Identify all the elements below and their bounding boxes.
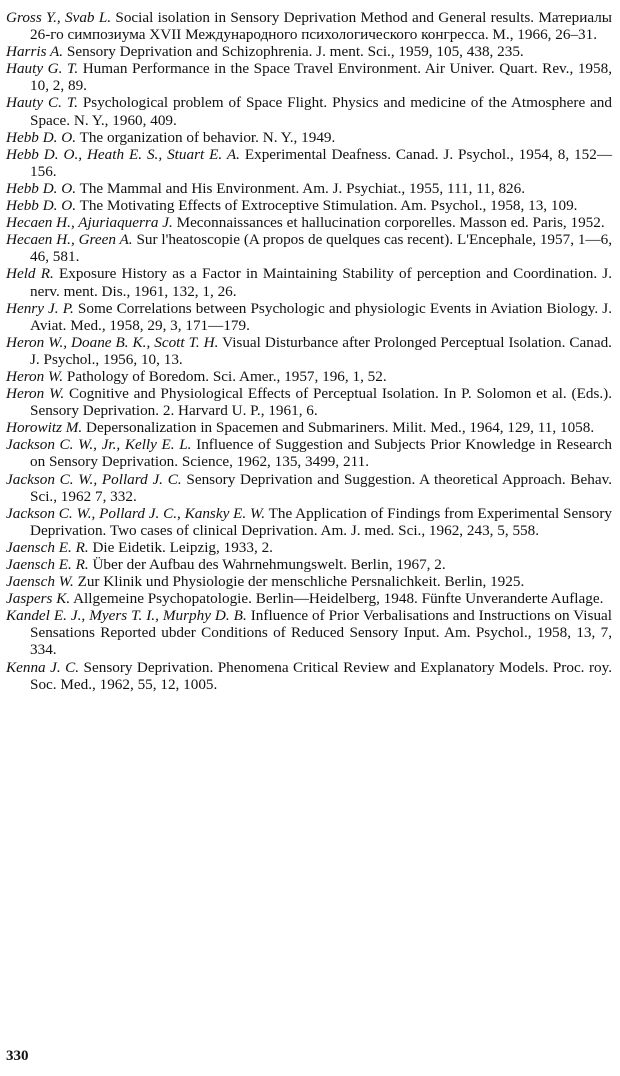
reference-text: Meconnaissances et hallucination corporelles. Masson ed. Paris, 1952. [176,214,605,232]
page-number: 330 [6,1048,29,1064]
reference-text: Depersonalization in Spacemen and Submariners. Milit. Med., 1964, 129, 11, 1058. [86,419,595,437]
reference-entry [6,9,612,43]
reference-list [6,9,612,693]
reference-text: Visual Disturbance after Prolonged Perceptual Isolation. Canad. J. Psychol., 1956, 10, 13. [30,333,612,368]
reference-text: The organization of behavior. N. Y., 1949. [79,128,336,146]
reference-text: The Motivating Effects of Extroceptive Stimulation. Am. Psychol., 1958, 13, 109. [79,197,578,215]
reference-text: Zur Klinik und Physiologie der menschliche Persnalichkeit. Berlin, 1925. [77,573,525,591]
reference-text: Die Eidetik. Leipzig, 1933, 2. [92,538,273,556]
reference-entry [6,300,612,334]
reference-authors: Horowitz M. [6,419,83,437]
reference-entry [6,419,612,436]
reference-authors: Hecaen H., Green A. [6,231,133,249]
reference-text: Psychological problem of Space Flight. Physics and medicine of the Atmosphere and Space. N. Y., 1960, 409. [30,94,612,129]
reference-text: The Mammal and His Environment. Am. J. Psychiat., 1955, 111, 11, 826. [79,179,526,197]
reference-entry [6,265,612,299]
reference-entry [6,607,612,658]
reference-authors: Hebb D. O. [6,197,77,215]
reference-authors: Hauty G. T. [6,60,79,78]
reference-authors: Henry J. P. [6,299,74,317]
reference-text: Allgemeine Psychopatologie. Berlin—Heidelberg, 1948. Fünfte Unveranderte Auflage. [73,590,604,608]
reference-text: Social isolation in Sensory Deprivation Method and General results. Материалы 26-го симпозиума XVII Международного психологического конгресса. М., 1966, 26–31. [30,9,613,44]
reference-text: Über der Aufbau des Wahrnehmungswelt. Berlin, 1967, 2. [92,556,446,573]
reference-text: Pathology of Boredom. Sci. Amer., 1957, 196, 1, 52. [66,367,387,385]
reference-text: Sensory Deprivation. Phenomena Critical Review and Explanatory Models. Proc. roy. Soc. Med., 1962, 55, 12, 1005. [30,658,613,693]
reference-entry [6,94,612,128]
reference-text: Sur l'heatoscopie (A propos de quelques cas recent). L'Encephale, 1957, 1—6, 46, 581. [30,231,612,266]
reference-entry [6,368,612,385]
reference-authors: Hauty C. T. [6,94,78,112]
reference-entry [6,590,612,607]
reference-text: Influence of Suggestion and Subjects Prior Knowledge in Research on Sensory Deprivation. Science, 1962, 135, 3499, 211. [30,436,613,471]
reference-authors: Heron W., Doane B. K., Scott T. H. [6,333,219,351]
reference-authors: Jaensch W. [6,573,74,591]
reference-entry [6,471,612,505]
reference-authors: Jackson C. W., Jr., Kelly E. L. [6,436,192,454]
reference-authors: Jaspers K. [6,590,71,608]
reference-text: Human Performance in the Space Travel Environment. Air Univer. Quart. Rev., 1958, 10, 2, 89. [30,60,613,95]
reference-authors: Hebb D. O., Heath E. S., Stuart E. A. [6,145,240,163]
reference-authors: Hecaen H., Ajuriaquerra J. [6,214,173,232]
reference-text: Cognitive and Physiological Effects of Perceptual Isolation. In P. Solomon et al. (Eds.). Sensory Deprivation. 2. Harvard U. P., 1961, 6. [30,385,613,420]
reference-entry [6,556,612,573]
reference-entry [6,573,612,590]
reference-authors: Kenna J. C. [6,658,80,676]
reference-authors: Heron W. [6,367,64,385]
reference-entry [6,180,612,197]
reference-entry [6,659,612,693]
reference-text: Influence of Prior Verbalisations and Instructions on Visual Sensations Reported ubder Conditions of Reduced Sensory Input. Am. Psychol., 1958, 13, 7, 334. [30,607,612,659]
reference-entry [6,60,612,94]
reference-entry [6,505,612,539]
reference-authors: Jaensch E. R. [6,538,89,556]
reference-entry [6,385,612,419]
reference-entry [6,436,612,470]
reference-authors: Held R. [6,265,54,283]
reference-authors: Harris A. [6,43,64,61]
reference-authors: Jaensch E. R. [6,556,89,573]
reference-authors: Hebb D. O. [6,179,77,197]
reference-text: Exposure History as a Factor in Maintaining Stability of perception and Coordination. J. nerv. ment. Dis., 1961, 132, 1, 26. [30,265,613,300]
reference-authors: Heron W. [6,385,65,403]
reference-authors: Hebb D. O. [6,128,77,146]
reference-authors: Gross Y., Svab L. [6,9,112,26]
reference-authors: Jackson C. W., Pollard J. C., Kansky E. W. [6,504,266,522]
reference-entry [6,231,612,265]
reference-text: Some Correlations between Psychologic and physiologic Events in Aviation Biology. J. Aviat. Med., 1958, 29, 3, 171—179. [30,299,613,334]
reference-entry [6,43,612,60]
reference-entry [6,197,612,214]
reference-authors: Jackson C. W., Pollard J. C. [6,470,182,488]
reference-text: Sensory Deprivation and Schizophrenia. J. ment. Sci., 1959, 105, 438, 235. [66,43,524,61]
reference-text: The Application of Findings from Experimental Sensory Deprivation. Two cases of clinical Deprivation. Am. J. med. Sci., 1962, 243, 5, 558. [30,504,612,539]
reference-entry [6,539,612,556]
reference-entry [6,214,612,231]
reference-entry [6,146,612,180]
reference-entry [6,129,612,146]
reference-text: Sensory Deprivation and Suggestion. A theoretical Approach. Behav. Sci., 1962 7, 332. [30,470,613,505]
reference-entry [6,334,612,368]
reference-text: Experimental Deafness. Canad. J. Psychol., 1954, 8, 152—156. [30,145,613,180]
reference-authors: Kandel E. J., Myers T. I., Murphy D. B. [6,607,247,625]
